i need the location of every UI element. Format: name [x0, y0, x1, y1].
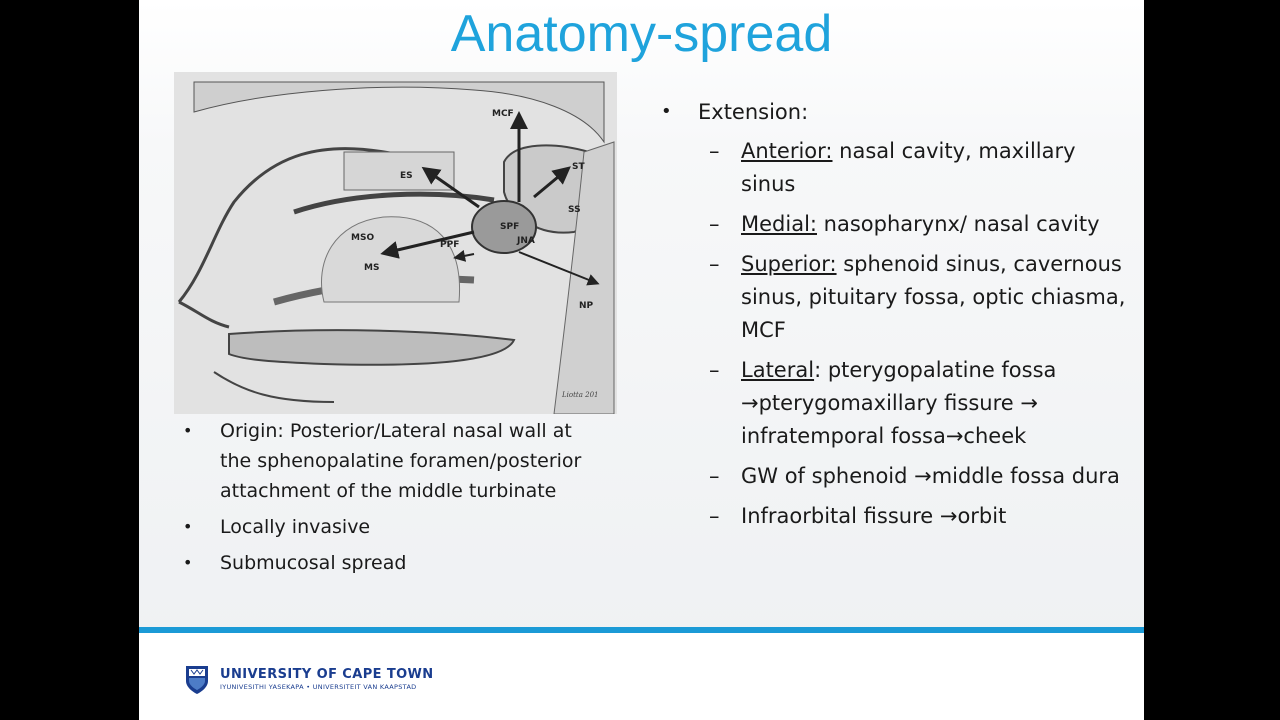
extension-text: sphenoid sinus, cavernous sinus, pituitary fossa, optic chiasma, MCF: [741, 252, 1126, 342]
bullet-locally-invasive: • Locally invasive: [179, 512, 609, 542]
figure-label-mso: MSO: [351, 233, 375, 243]
figure-label-mcf: MCF: [492, 109, 514, 119]
university-name: UNIVERSITY OF CAPE TOWN: [220, 667, 434, 682]
extension-item-infraorbital: [657, 500, 1127, 533]
bullet-origin: • Origin: Posterior/Lateral nasal wall at the sphenopalatine foramen/posterior attachment of the middle turbinate: [179, 416, 609, 506]
extension-section: [657, 95, 1127, 540]
footer: [139, 633, 1144, 720]
extension-label: Medial:: [741, 212, 817, 236]
origin-bullet-list: [179, 416, 609, 584]
extension-text: GW of sphenoid →middle fossa dura: [741, 464, 1120, 488]
university-subtitle: IYUNIVESITHI YASEKAPA • UNIVERSITEIT VAN KAAPSTAD: [220, 683, 417, 691]
extension-item-anterior: [657, 135, 1127, 201]
anatomy-illustration: [174, 72, 617, 414]
figure-label-jna: JNA: [517, 236, 535, 246]
extension-item-superior: [657, 248, 1127, 347]
extension-label: Lateral: [741, 358, 815, 382]
figure-label-ms: MS: [364, 263, 380, 273]
bullet-submucosal-spread: • Submucosal spread: [179, 548, 609, 578]
extension-text: nasal cavity, maxillary sinus: [741, 139, 1076, 196]
figure-label-ss: SS: [568, 205, 581, 215]
figure-label-spf: SPF: [500, 222, 520, 232]
slide: [139, 0, 1144, 720]
extension-label: Anterior:: [741, 139, 833, 163]
extension-item-medial: [657, 208, 1127, 241]
slide-title: Anatomy-spread: [450, 5, 833, 63]
extension-item-lateral: [657, 354, 1127, 453]
illustrator-signature: Liotta 201: [562, 391, 599, 399]
extension-text: nasopharynx/ nasal cavity: [816, 212, 1100, 236]
figure-label-es: ES: [400, 171, 413, 181]
figure-label-st: ST: [572, 162, 585, 172]
extension-text: : pterygopalatine fossa →pterygomaxillary fissure → infratemporal fossa→cheek: [741, 358, 1057, 448]
figure-label-np: NP: [579, 301, 594, 311]
uct-crest-icon: [185, 665, 209, 695]
extension-text: Infraorbital fissure →orbit: [741, 504, 1007, 528]
extension-heading: • Extension:: [657, 95, 1127, 129]
extension-item-gw-sphenoid: [657, 460, 1127, 493]
figure-label-ppf: PPF: [440, 240, 460, 250]
extension-label: Superior:: [741, 252, 837, 276]
extension-list: [657, 135, 1127, 533]
